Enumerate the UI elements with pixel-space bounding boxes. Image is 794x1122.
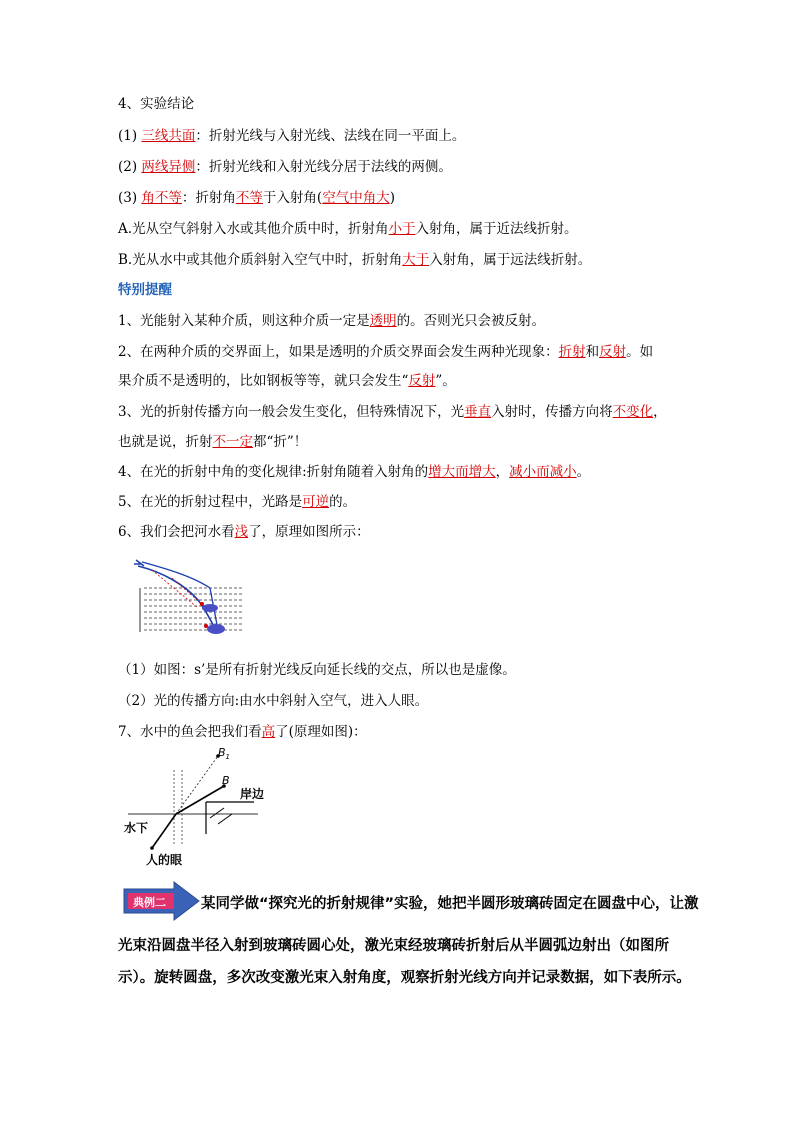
- key-term: 垂直: [464, 404, 492, 420]
- reminder-2a: 2、在两种介质的交界面上，如果是透明的介质交界面会发生两种光现象：折射和反射。如: [118, 344, 654, 360]
- note-1: （1）如图：s’是所有折射光线反向延长线的交点，所以也是虚像。: [118, 662, 516, 678]
- rule-b: B.光从水中或其他介质斜射入空气中时，折射角大于入射角，属于远法线折射。: [118, 252, 592, 268]
- label-underwater: 水下: [124, 821, 149, 835]
- shallow-water-figure: [132, 558, 248, 638]
- label-b: B: [222, 774, 230, 787]
- key-term: 大于: [402, 252, 430, 268]
- key-term: 不变化: [612, 404, 654, 420]
- key-term: 高: [261, 724, 276, 740]
- special-heading: 特别提醒: [118, 282, 172, 298]
- reminder-1: 1、光能射入某种介质，则这种介质一定是透明的。否则光只会被反射。: [118, 313, 546, 329]
- reminder-6: 6、我们会把河水看浅了，原理如图所示：: [118, 524, 370, 540]
- label-shore: 岸边: [240, 787, 265, 801]
- reminder-5: 5、在光的折射过程中，光路是可逆的。: [118, 494, 357, 510]
- reminder-2b: 果介质不是透明的，比如钢板等等，就只会发生“反射”。: [118, 373, 456, 389]
- key-term: 减小而减小: [509, 464, 577, 480]
- example-badge-label: 典例二: [133, 896, 166, 909]
- key-term: 不一定: [212, 434, 253, 450]
- key-term: 浅: [234, 524, 249, 540]
- example-line-1: 某同学做“探究光的折射规律”实验，她把半圆形玻璃砖固定在圆盘中心，让激: [201, 896, 699, 912]
- key-term: 角不等: [141, 190, 182, 206]
- key-term: 不等: [235, 190, 263, 206]
- key-term: 增大而增大: [428, 464, 496, 480]
- key-term: 反射: [408, 373, 436, 389]
- label-eye: 人的眼: [146, 853, 183, 867]
- label-b1: $B_1$: [218, 748, 231, 761]
- key-term: 可逆: [302, 494, 330, 510]
- key-term: 小于: [388, 221, 416, 237]
- reminder-3a: 3、光的折射传播方向一般会发生变化，但特殊情况下，光垂直入射时，传播方向将不变化，: [118, 404, 667, 420]
- key-term: 两线异侧: [141, 159, 196, 175]
- conclusion-1: (1) 三线共面：折射光线与入射光线、法线在同一平面上。: [118, 128, 466, 144]
- key-term: 反射: [599, 344, 627, 360]
- shore-figure: [118, 748, 278, 870]
- example-badge-arrow: [122, 881, 202, 921]
- example-line-3: 示）。旋转圆盘，多次改变激光束入射角度，观察折射光线方向并记录数据，如下表所示。: [118, 970, 691, 986]
- key-term: 折射: [558, 344, 586, 360]
- example-line-2: 光束沿圆盘半径入射到玻璃砖圆心处，激光束经玻璃砖折射后从半圆弧边射出（如图所: [118, 938, 669, 954]
- conclusion-3: (3) 角不等：折射角不等于入射角(空气中角大): [118, 190, 395, 206]
- note-2: （2）光的传播方向:由水中斜射入空气，进入人眼。: [118, 693, 429, 709]
- reminder-4: 4、在光的折射中角的变化规律:折射角随着入射角的增大而增大，减小而减小。: [118, 464, 591, 480]
- section-title: 4、实验结论: [118, 96, 195, 112]
- key-term: 三线共面: [141, 128, 196, 144]
- reminder-7: 7、水中的鱼会把我们看高了(原理如图)：: [118, 724, 367, 740]
- rule-a: A.光从空气斜射入水或其他介质中时，折射角小于入射角，属于近法线折射。: [118, 221, 578, 237]
- key-term: 空气中角大: [322, 190, 390, 206]
- reminder-3b: 也就是说，折射不一定都“折”！: [118, 434, 308, 450]
- key-term: 透明: [369, 313, 397, 329]
- conclusion-2: (2) 两线异侧：折射光线和入射光线分居于法线的两侧。: [118, 159, 452, 175]
